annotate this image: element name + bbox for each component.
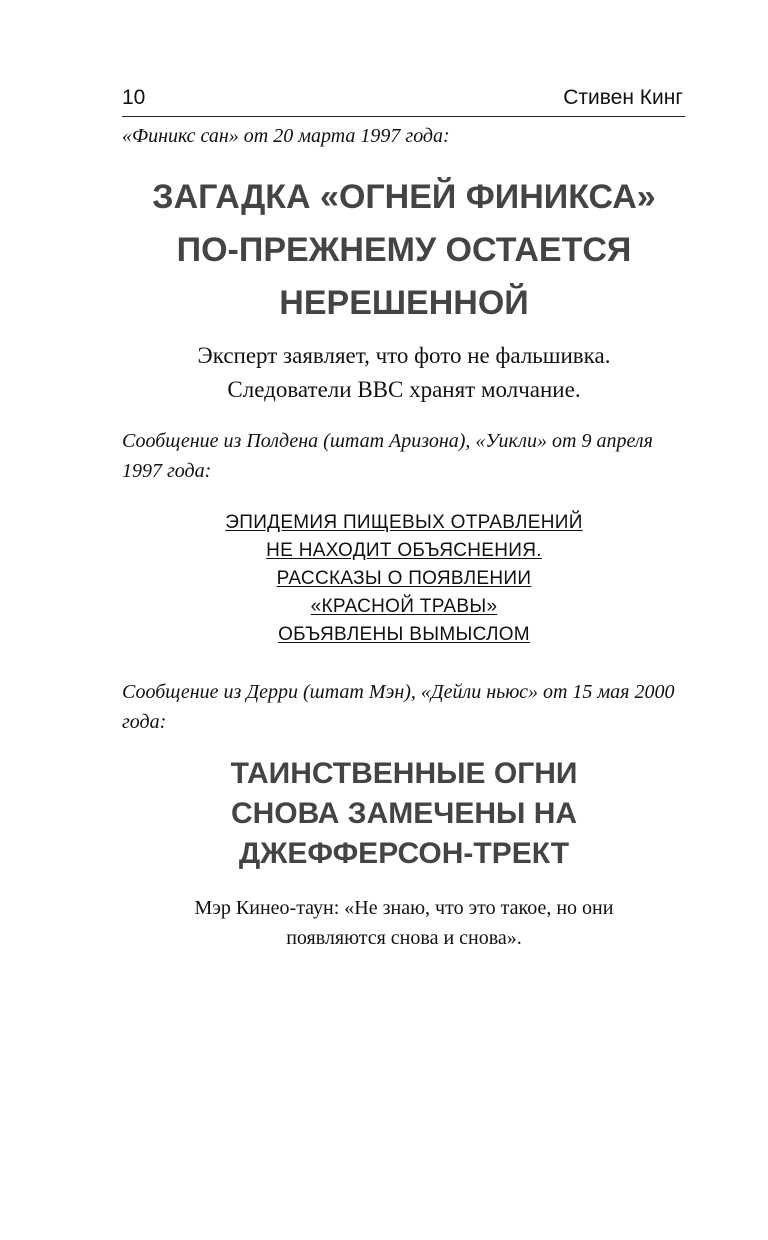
headline-line: ЭПИДЕМИЯ ПИЩЕВЫХ ОТРАВЛЕНИЙ	[225, 512, 583, 533]
headline-line: НЕ НАХОДИТ ОБЪЯСНЕНИЯ.	[266, 540, 542, 561]
source-line-daily-news: Сообщение из Дерри (штат Мэн), «Дейли ньюс» от 15 мая 2000 года:	[122, 681, 675, 733]
headline-phoenix-lights: ЗАГАДКА «ОГНЕЙ ФИНИКСА» ПО-ПРЕЖНЕМУ ОСТАЕТСЯ НЕРЕШЕННОЙ	[152, 178, 656, 322]
running-head-author: Стивен Кинг	[563, 86, 683, 109]
headline-mysterious-lights: ТАИНСТВЕННЫЕ ОГНИ СНОВА ЗАМЕЧЕНЫ НА ДЖЕФФЕРСОН-ТРЕКТ	[230, 757, 578, 870]
headline-food-poisoning	[100, 509, 708, 649]
headline-line: ОБЪЯВЛЕНЫ ВЫМЫСЛОМ	[278, 624, 530, 645]
subhead-mayor-quote: Мэр Кинео-таун: «Не знаю, что это такое, но они появляются снова и снова».	[194, 897, 614, 949]
running-head	[122, 86, 685, 117]
page-number: 10	[122, 86, 146, 109]
source-line-weekly: Сообщение из Полдена (штат Аризона), «Уикли» от 9 апреля 1997 года:	[122, 430, 653, 482]
subhead-expert-statement: Эксперт заявляет, что фото не фальшивка. Следователи ВВС хранят молчание.	[197, 343, 611, 402]
source-line-phoenix-sun: «Финикс сан» от 20 марта 1997 года:	[122, 125, 450, 147]
headline-line: «КРАСНОЙ ТРАВЫ»	[310, 596, 498, 617]
headline-line: РАССКАЗЫ О ПОЯВЛЕНИИ	[276, 568, 532, 589]
